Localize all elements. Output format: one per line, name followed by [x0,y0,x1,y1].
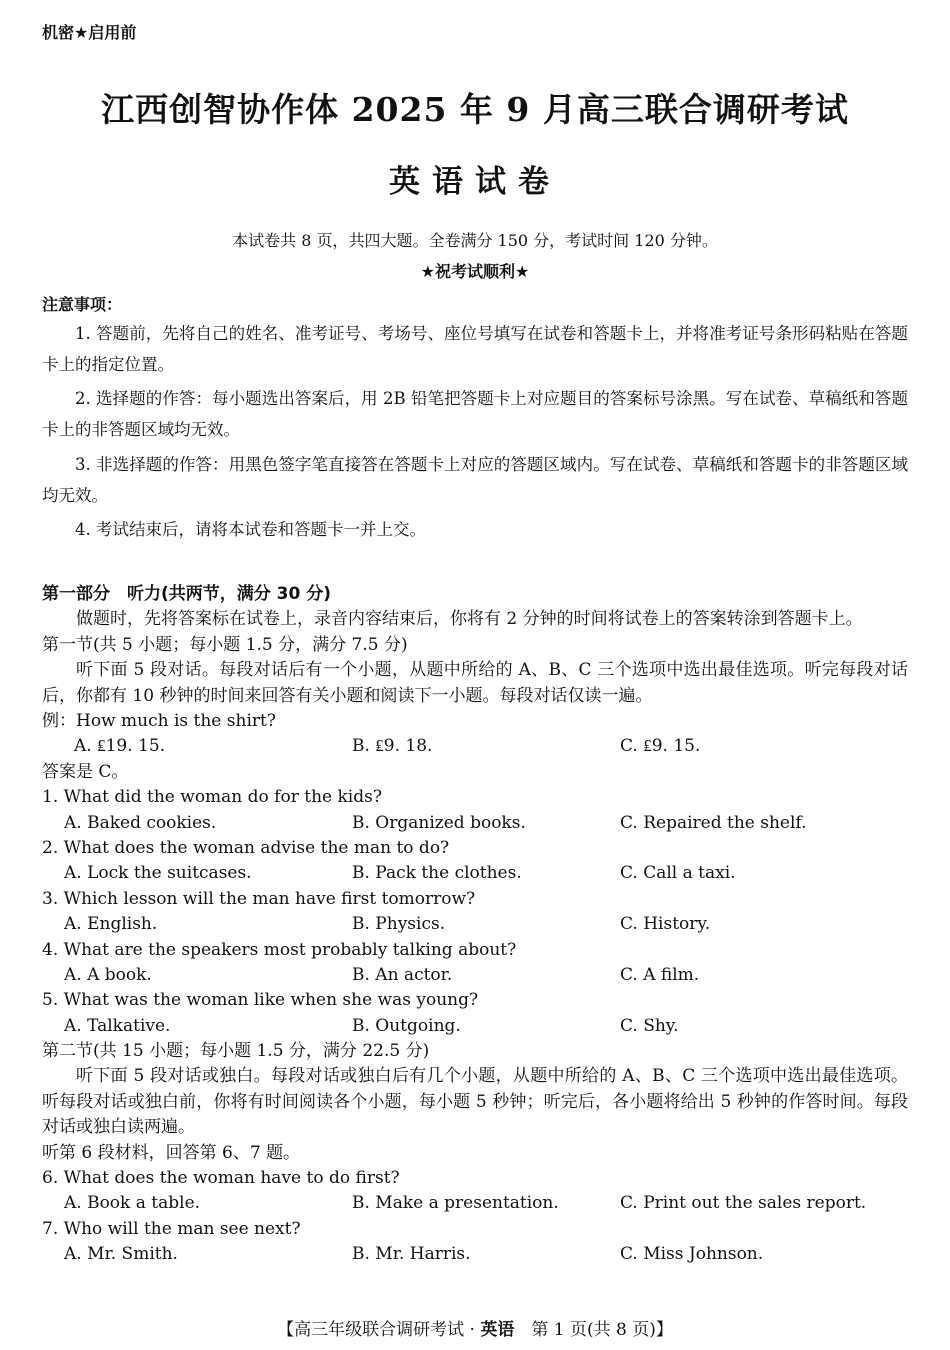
option-b: B. Physics. [352,914,446,935]
option-a: A. Talkative. [64,1015,171,1036]
question-6-options [42,1191,908,1216]
option-a: A. Mr. Smith. [64,1244,178,1265]
section1-heading: 第一节(共 5 小题；每小题 1.5 分，满分 7.5 分) [42,634,408,655]
option-a: A. Lock the suitcases. [64,863,252,884]
option-a: A. A book. [64,964,152,985]
section1-instructions: 听下面 5 段对话。每段对话后有一个小题，从题中所给的 A、B、C 三个选项中选出最佳选项。听完每段对话后，你都有 10 秒钟的时间来回答有关小题和阅读下一小题。每段对话仅读一遍。 [42,660,908,706]
notice-item-2: 2. 选择题的作答：每小题选出答案后，用 2B 铅笔把答题卡上对应题目的答案标号涂黑。写在试卷、草稿纸和答题卡上的非答题区域均无效。 [42,389,908,439]
notice-heading: 注意事项： [42,295,123,314]
option-b: B. Organized books. [352,812,526,833]
question-7: 7. Who will the man see next? [42,1218,301,1239]
notice-item-3: 3. 非选择题的作答：用黑色签字笔直接答在答题卡上对应的答题区域内。写在试卷、草稿纸和答题卡的非答题区域均无效。 [42,455,908,505]
part1-heading: 第一部分 听力(共两节，满分 30 分) [42,584,332,604]
footer-open-bracket: 【 [277,1320,295,1340]
option-b: B. Outgoing. [352,1015,461,1036]
option-c: C. Print out the sales report. [620,1193,867,1214]
example-option-a: A. ₤19. 15. [74,736,166,757]
question-4-options [42,963,908,988]
question-2-options [42,861,908,886]
question-2: 2. What does the woman advise the man to do? [42,837,450,858]
footer-exam-name: 高三年级联合调研考试 [294,1320,465,1340]
part1-listening [42,582,908,1268]
question-5-options [42,1014,908,1039]
question-1: 1. What did the woman do for the kids? [42,787,382,808]
option-c: C. Shy. [620,1015,679,1036]
question-1-options [42,811,908,836]
example-option-b: B. ₤9. 18. [352,736,433,757]
confidential-label: 机密★启用前 [42,23,137,42]
option-c: C. Miss Johnson. [620,1244,764,1265]
example-option-c: C. ₤9. 15. [620,736,701,757]
question-6: 6. What does the woman have to do first? [42,1168,400,1189]
question-4: 4. What are the speakers most probably talking about? [42,939,517,960]
exam-subtitle: 英语试卷 [389,164,561,200]
example-question: 例：How much is the shirt? [42,711,276,731]
question-7-options [42,1242,908,1267]
footer-close-bracket: 】 [655,1320,673,1340]
question-3-options [42,912,908,937]
exam-info: 本试卷共 8 页，共四大题。全卷满分 150 分，考试时间 120 分钟。 [232,231,718,250]
page-footer [0,1315,950,1340]
material-note: 听第 6 段材料，回答第 6、7 题。 [42,1142,301,1163]
exam-title: 江西创智协作体 2025 年 9 月高三联合调研考试 [101,90,849,129]
footer-subject: 英语 [480,1320,515,1340]
example-answer: 答案是 C。 [42,761,129,782]
option-b: B. Pack the clothes. [352,863,522,884]
footer-page-info: 第 1 页(共 8 页) [514,1320,656,1340]
section2-instructions: 听下面 5 段对话或独白。每段对话或独白后有几个小题，从题中所给的 A、B、C 三个选项中选出最佳选项。听每段对话或独白前，你将有时间阅读各个小题，每小题 5 秒钟；听完后，各小题将给出 5 秒钟的作答时间。每段对话或独白读两遍。 [42,1066,908,1138]
notice-item-1: 1. 答题前，先将自己的姓名、准考证号、考场号、座位号填写在试卷和答题卡上，并将准考证号条形码粘贴在答题卡上的指定位置。 [42,324,908,374]
option-c: C. Repaired the shelf. [620,812,807,833]
option-b: B. Mr. Harris. [352,1244,471,1265]
good-luck-line: ★祝考试顺利★ [420,262,530,281]
option-a: A. Baked cookies. [64,812,217,833]
option-a: A. English. [64,914,158,935]
example-options [42,734,908,759]
option-b: B. An actor. [352,964,453,985]
option-c: C. Call a taxi. [620,863,736,884]
notice-item-4: 4. 考试结束后，请将本试卷和答题卡一并上交。 [75,520,426,539]
part1-intro: 做题时，先将答案标在试卷上，录音内容结束后，你将有 2 分钟的时间将试卷上的答案转涂到答题卡上。 [76,609,863,630]
option-c: C. History. [620,914,711,935]
section2-heading: 第二节(共 15 小题；每小题 1.5 分，满分 22.5 分) [42,1041,430,1062]
option-b: B. Make a presentation. [352,1193,559,1214]
option-a: A. Book a table. [64,1193,201,1214]
option-c: C. A film. [620,964,700,985]
footer-dot: · [464,1320,481,1340]
question-5: 5. What was the woman like when she was young? [42,990,479,1011]
question-3: 3. Which lesson will the man have first tomorrow? [42,888,476,909]
